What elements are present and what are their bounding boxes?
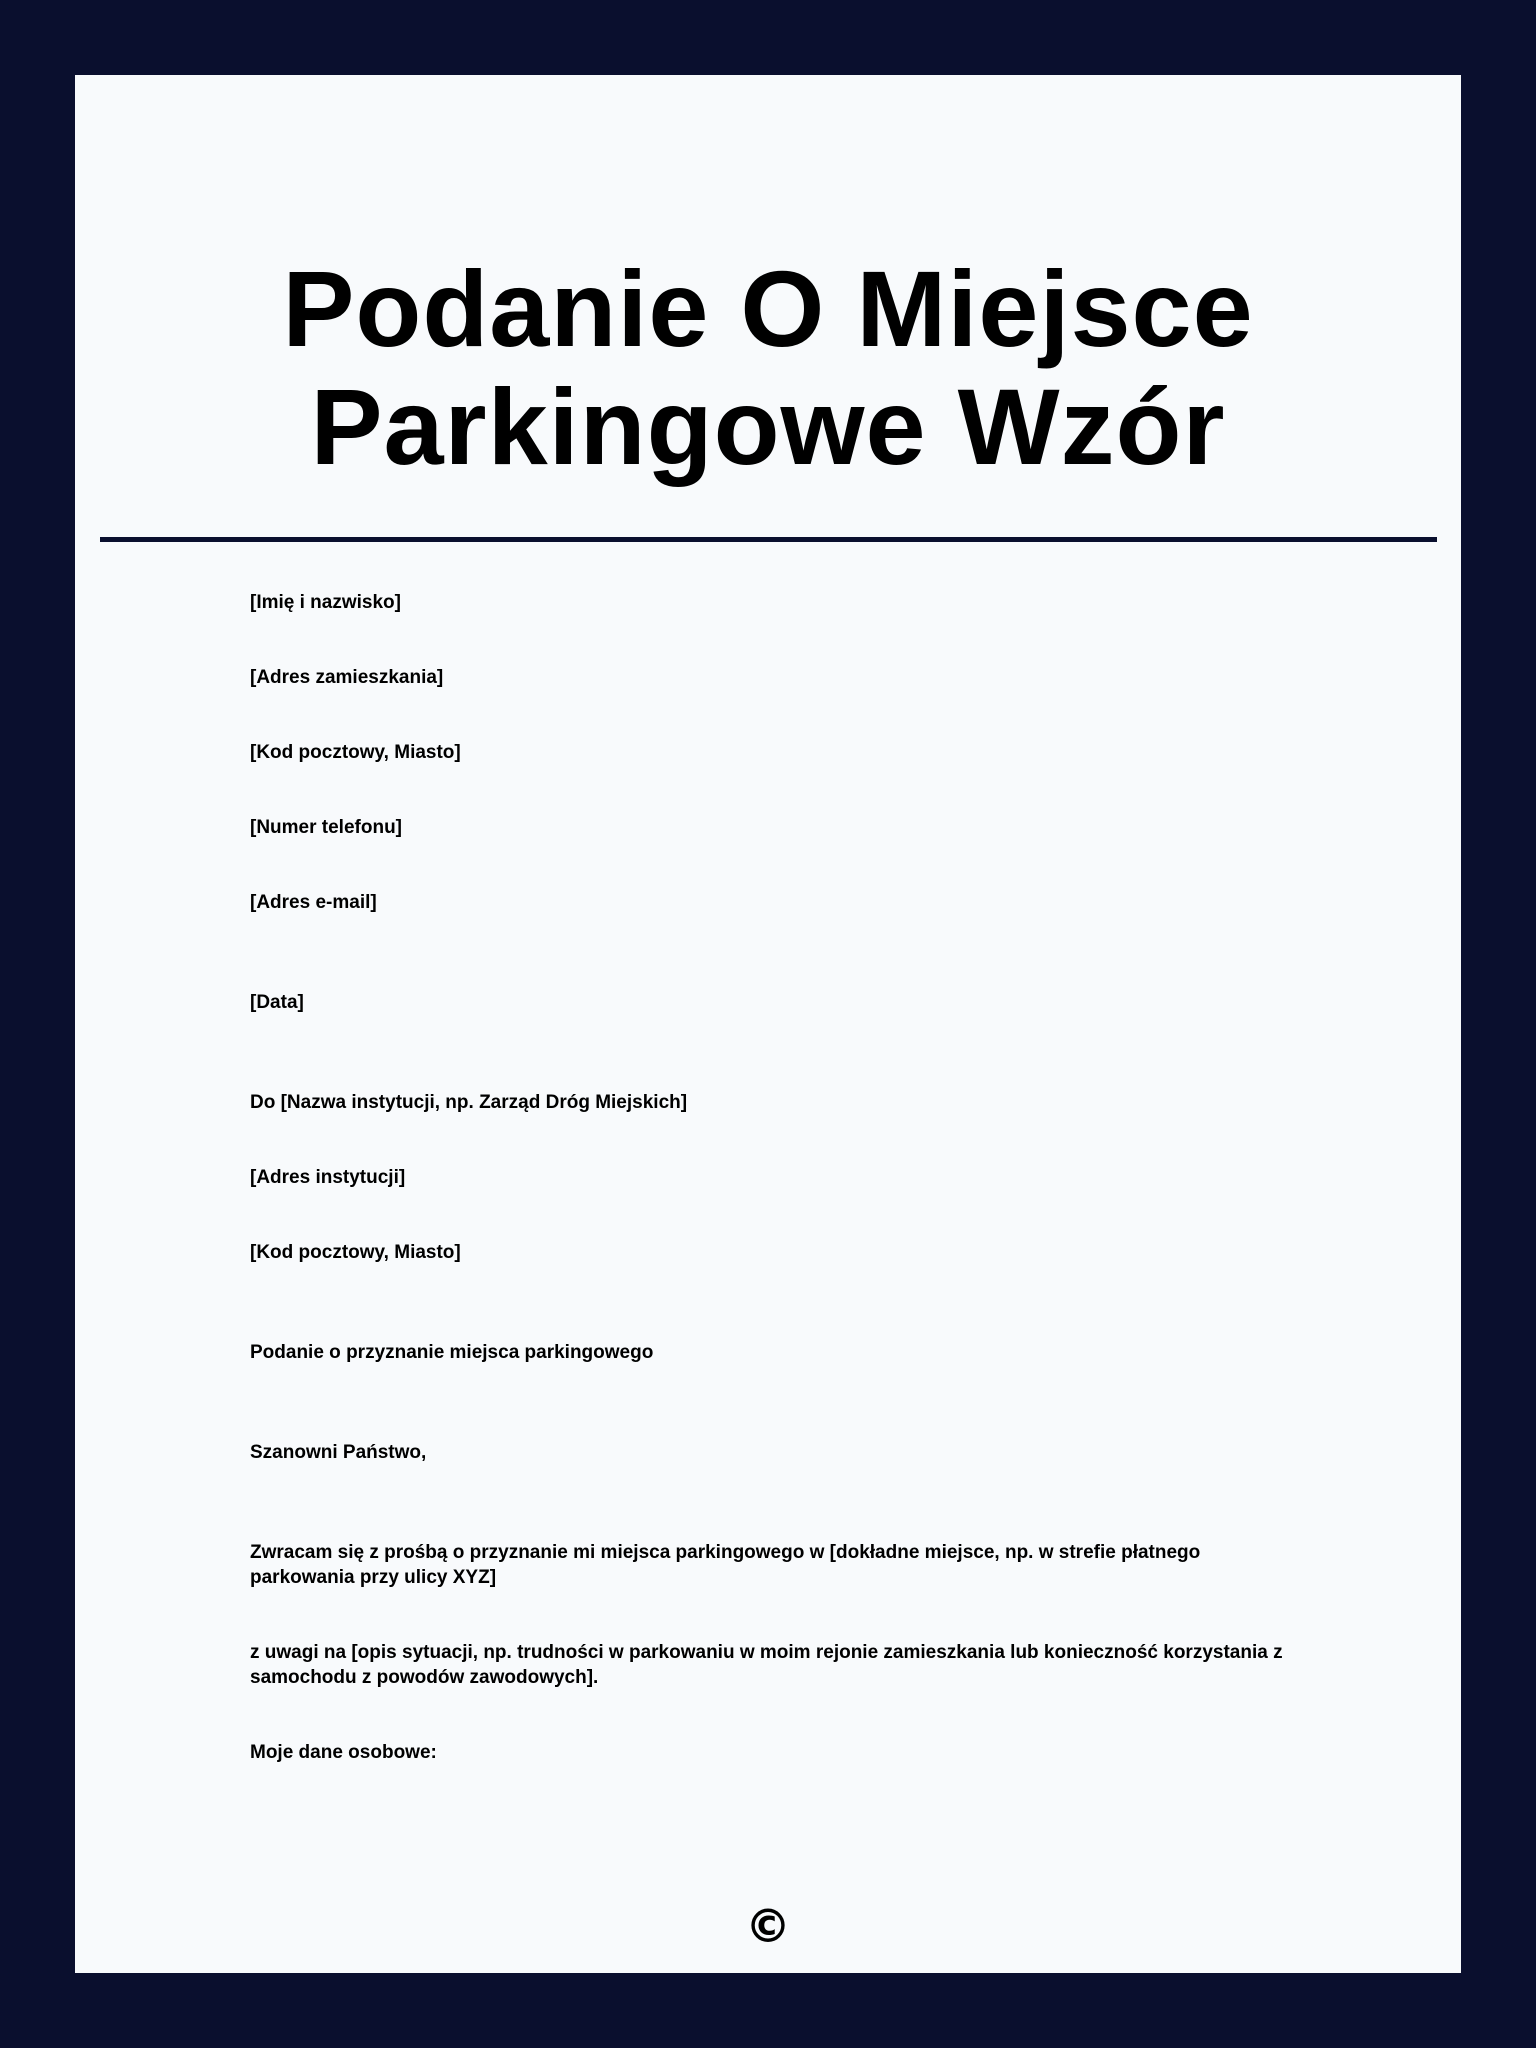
letter-salutation: Szanowni Państwo, [250, 1442, 427, 1463]
copyright-icon: © [745, 1899, 791, 1953]
title-line-1: Podanie O Miejsce [282, 248, 1254, 369]
document-title [75, 250, 1461, 486]
title-divider [100, 537, 1437, 542]
personal-data-heading: Moje dane osobowe: [250, 1742, 437, 1763]
title-line-2: Parkingowe Wzór [310, 366, 1226, 487]
recipient-postal-city: [Kod pocztowy, Miasto] [250, 1242, 461, 1263]
letter-paragraph-1: Zwracam się z prośbą o przyznanie mi miejsca parkingowego w [dokładne miejsce, np. w strefie płatnego parkowania przy ulicy XYZ] [250, 1542, 1201, 1588]
letter-paragraph-2: z uwagi na [opis sytuacji, np. trudności w parkowaniu w moim rejonie zamieszkania lub konieczność korzystania z samochodu z powodów zawodowych]. [250, 1642, 1283, 1688]
sender-name: [Imię i nazwisko] [250, 592, 401, 613]
letter-subject: Podanie o przyznanie miejsca parkingowego [250, 1342, 654, 1363]
recipient-name: Do [Nazwa instytucji, np. Zarząd Dróg Miejskich] [250, 1092, 688, 1113]
letter-date: [Data] [250, 992, 304, 1013]
sender-email: [Adres e-mail] [250, 892, 377, 913]
sender-postal-city: [Kod pocztowy, Miasto] [250, 742, 461, 763]
sender-address: [Adres zamieszkania] [250, 667, 444, 688]
sender-phone: [Numer telefonu] [250, 817, 402, 838]
document-page [75, 75, 1461, 1973]
recipient-address: [Adres instytucji] [250, 1167, 406, 1188]
